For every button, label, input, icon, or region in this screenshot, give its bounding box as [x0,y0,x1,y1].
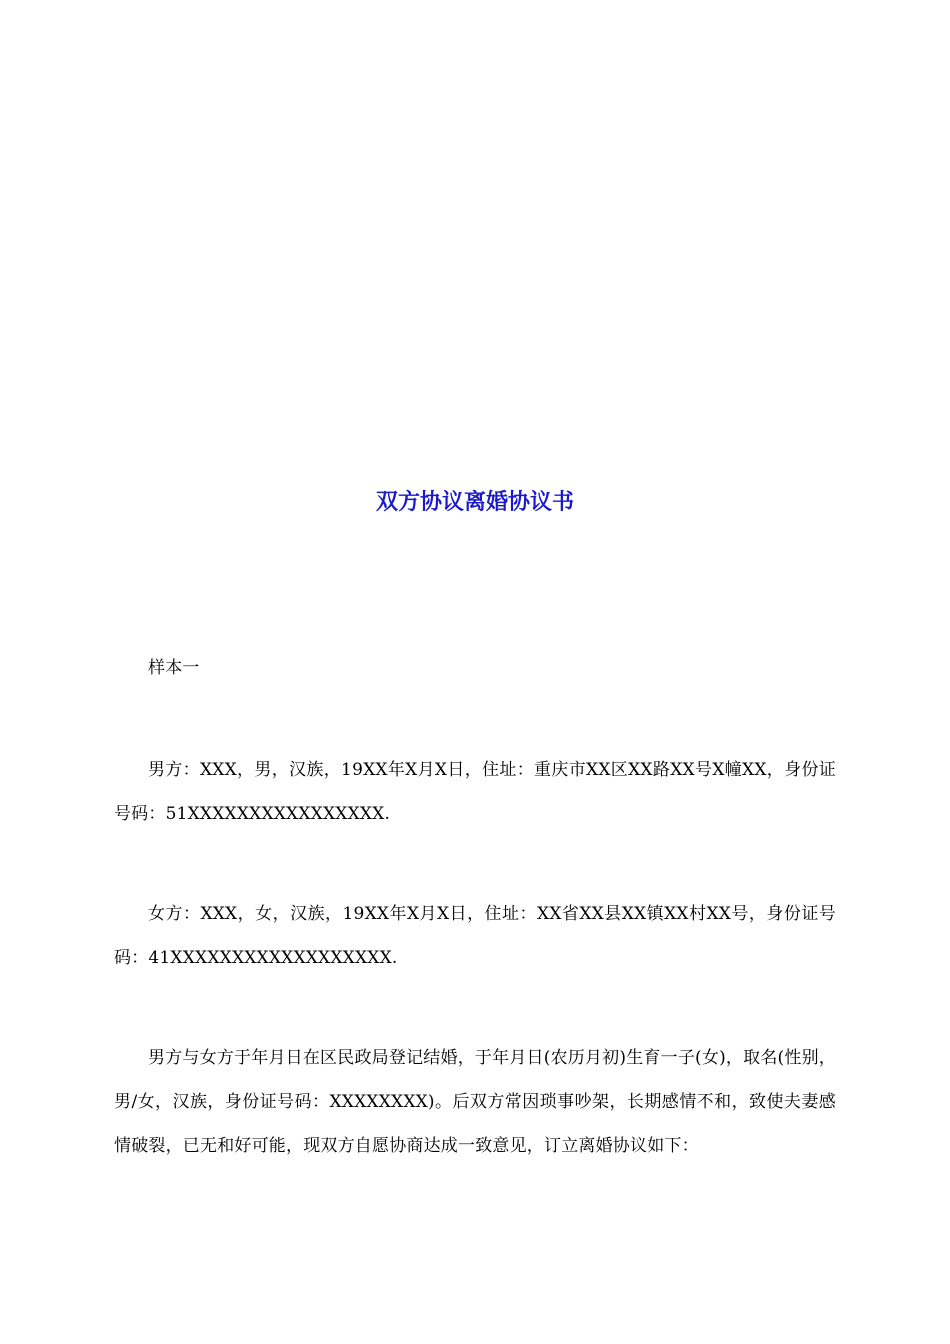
marriage-background-paragraph: 男方与女方于年月日在区民政局登记结婚，于年月日(农历月初)生育一子(女)，取名(性别，男/女，汉族，身份证号码：XXXXXXXX)。后双方常因琐事吵架，长期感情不和，致使夫妻感情破裂，已无和好可能，现双方自愿协商达成一致意见，订立离婚协议如下： [114,1048,836,1156]
female-party-paragraph: 女方：XXX，女，汉族，19XX年X月X日，住址：XX省XX县XX镇XX村XX号，身份证号码：41XXXXXXXXXXXXXXXXXX. [114,904,836,968]
document-title: 双方协议离婚协议书 [375,490,574,515]
male-party-paragraph: 男方：XXX，男，汉族，19XX年X月X日，住址：重庆市XX区XX路XX号X幢XX，身份证号码：51XXXXXXXXXXXXXXXX. [114,760,836,824]
sample-label: 样本一 [148,658,200,678]
